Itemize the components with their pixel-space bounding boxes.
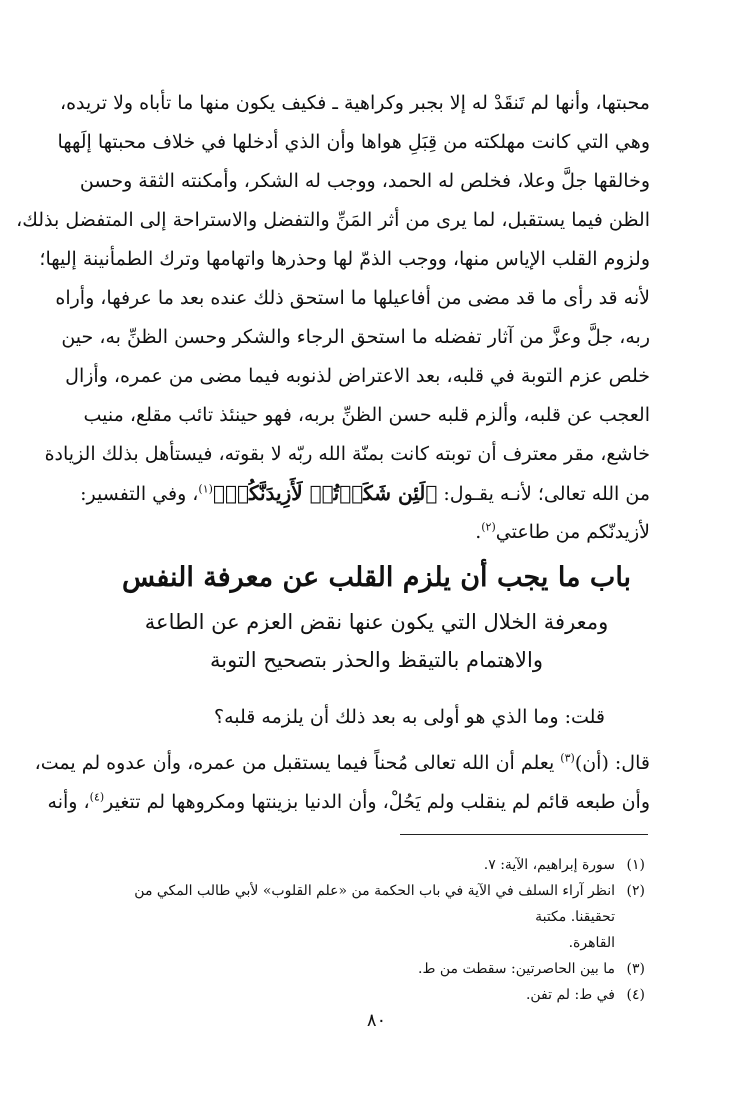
footnote	[105, 982, 645, 1008]
text-line: قال: (أن)$^{(٣)}$ يعلم أن الله تعالى مُحناً فيما يستقبل من عمره، وأن عدوه لم يمت،	[34, 751, 650, 774]
text-line: وأن طبعه قائم لم ينقلب ولم يَحُلْ، وأن الدنيا بزينتها ومكروهها لم تتغير$^{(٤)}$، وأنه	[47, 790, 650, 813]
footnote-text: انظر آراء السلف في الآية في باب الحكمة من «علم القلوب» لأبي طالب المكي من تحقيقنا. مكتبة	[134, 883, 615, 925]
page-number: ٨٠	[366, 1010, 387, 1031]
text-line: خاشع، مقر معترف أن توبته كانت بمنّة الله ربّه لا بقوته، فيستأهل بذلك الزيادة	[44, 443, 650, 465]
footnote	[105, 956, 645, 982]
text-line: محبتها، وأنها لم تَنقَدْ له إلا بجبر وكراهية ـ فكيف يكون منها ما تأباه ولا تريده،	[59, 92, 650, 114]
footnote-continuation	[105, 930, 645, 956]
quran-verse: ﴿لَئِن شَكَرۡتُمۡ لَأَزِيدَنَّكُمۡ﴾	[212, 481, 438, 505]
text-line: خلص عزم التوبة في قلبه، بعد الاعتراض لذنوبه فيما مضى من عمره، وأزال	[65, 365, 650, 387]
main-paragraph	[16, 84, 650, 552]
footnote-divider	[400, 834, 648, 835]
chapter-title: باب ما يجب أن يلزم القلب عن معرفة النفس	[121, 562, 632, 593]
text-line: وهي التي كانت مهلكته من قِبَلِ هواها وأن الذي أدخلها في خلاف محبتها إلَهها	[57, 131, 650, 153]
footnote-number: (٤)	[626, 987, 645, 1003]
text-line: ربه، جلَّ وعزَّ من آثار تفضله ما استحق الرجاء والشكر وحسن الظنِّ به، حين	[61, 326, 650, 348]
chapter-subtitle-1: ومعرفة الخلال التي يكون عنها نقض العزم عن الطاعة	[144, 610, 609, 634]
footnote	[105, 878, 645, 930]
footnote	[105, 852, 645, 878]
footnote-number: (١)	[626, 857, 645, 873]
footnotes	[105, 852, 645, 1008]
text-line: الظن فيما يستقبل، لما يرى من أثر المَنِّ والتفضل والاستراحة إلى المتفضل بذلك،	[16, 209, 650, 231]
footnote-text: سورة إبراهيم، الآية: ٧.	[483, 857, 615, 873]
text-line: العجب عن قلبه، وألزم قلبه حسن الظنِّ بربه، فهو حينئذ تائب مقلع، منيب	[83, 404, 650, 426]
footnote-text: في ط: لم تفن.	[525, 987, 615, 1003]
text-line-with-verse: من الله تعالى؛ لأنـه يقـول: ﴿لَئِن شَكَرۡتُمۡ لَأَزِيدَنَّكُمۡ﴾$^{(١)}$، وفي التفسير:	[80, 481, 650, 505]
footnote-ref-4[interactable]: (٤)	[89, 790, 105, 804]
text-line: ولزوم القلب الإياس منها، ووجب الذمّ لها وحذرها واتهامها وترك الطمأنينة إليها؛	[39, 248, 650, 270]
footnote-ref-1[interactable]: (١)	[198, 482, 213, 496]
footnote-text: ما بين الحاصرتين: سقطت من ط.	[418, 961, 615, 977]
text-line: لأزيدنّكم من طاعتي$^{(٢)}$.	[475, 520, 650, 543]
question-line: قلت: وما الذي هو أولى به بعد ذلك أن يلزمه قلبه؟	[214, 706, 605, 728]
footnote-ref-3[interactable]: (٣)	[560, 751, 575, 765]
footnote-ref-2[interactable]: (٢)	[481, 520, 496, 534]
text-line: وخالقها جلَّ وعلا، فخلص له الحمد، ووجب له الشكر، وأمكنته الثقة وحسن	[79, 170, 650, 192]
answer-paragraph	[34, 744, 650, 822]
footnote-text: القاهرة.	[568, 935, 615, 951]
text-line: لأنه قد رأى ما قد مضى من أفاعيلها ما استحق ذلك عنده بعد ما عرفها، وأراه	[55, 287, 650, 309]
footnote-number: (٣)	[626, 961, 645, 977]
chapter-subtitle-2: والاهتمام بالتيقظ والحذر بتصحيح التوبة	[210, 648, 543, 672]
footnote-number: (٢)	[626, 883, 645, 899]
